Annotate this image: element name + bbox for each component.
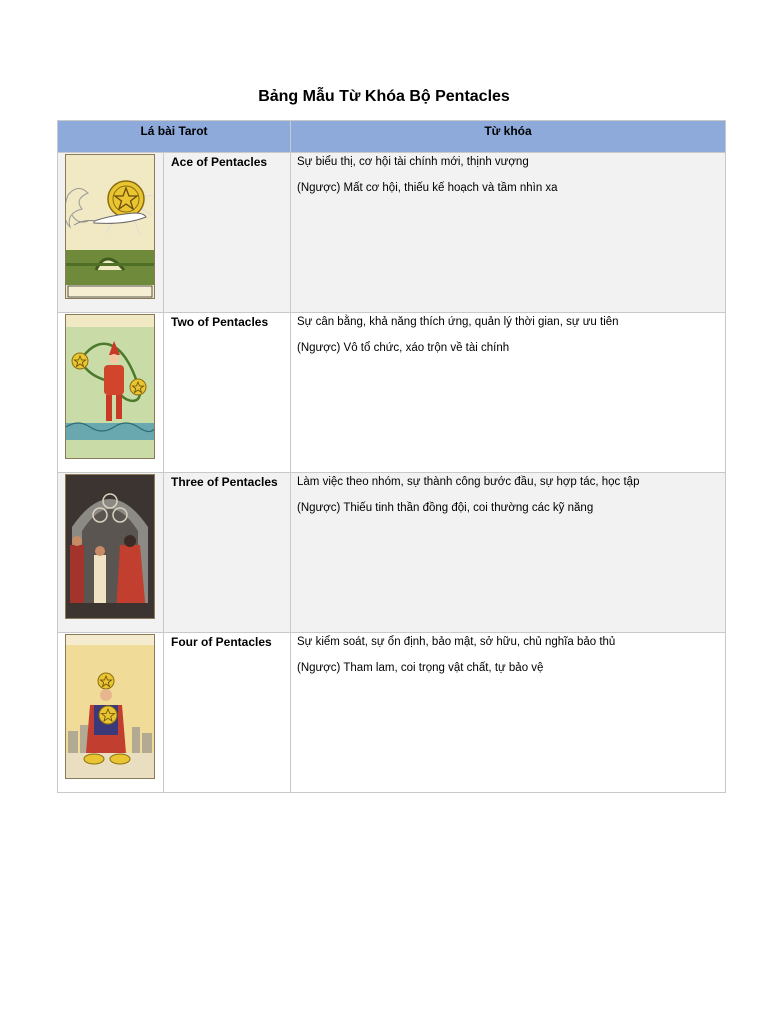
ace-of-pentacles-card-image	[65, 154, 155, 299]
card-name: Three of Pentacles	[164, 473, 291, 633]
pentacles-keyword-table	[57, 120, 726, 793]
table-header-row	[58, 121, 726, 153]
two-of-pentacles-card-image	[65, 314, 155, 459]
document-title: Bảng Mẫu Từ Khóa Bộ Pentacles	[258, 88, 510, 105]
card-name: Two of Pentacles	[164, 313, 291, 473]
four-of-pentacles-card-image	[65, 634, 155, 779]
table-row	[58, 473, 726, 633]
keywords-cell	[291, 473, 726, 633]
header-tarot-card: Lá bài Tarot	[58, 121, 291, 153]
reversed-keywords: (Ngược) Tham lam, coi trọng vật chất, tự bảo vệ	[297, 662, 544, 674]
keywords-cell	[291, 153, 726, 313]
table-row	[58, 633, 726, 793]
card-image-cell	[58, 153, 164, 313]
table-row	[58, 153, 726, 313]
header-keywords: Từ khóa	[291, 121, 726, 153]
card-name: Four of Pentacles	[164, 633, 291, 793]
upright-keywords: Sự kiểm soát, sự ổn định, bảo mật, sở hữu, chủ nghĩa bảo thủ	[297, 636, 616, 648]
keywords-cell	[291, 633, 726, 793]
upright-keywords: Sự cân bằng, khả năng thích ứng, quản lý thời gian, sự ưu tiên	[297, 316, 619, 328]
reversed-keywords: (Ngược) Thiếu tinh thần đồng đội, coi thường các kỹ năng	[297, 502, 594, 514]
table-row	[58, 313, 726, 473]
card-image-cell	[58, 473, 164, 633]
upright-keywords: Làm việc theo nhóm, sự thành công bước đầu, sự hợp tác, học tập	[297, 476, 640, 488]
card-name: Ace of Pentacles	[164, 153, 291, 313]
card-image-cell	[58, 633, 164, 793]
reversed-keywords: (Ngược) Mất cơ hội, thiếu kế hoạch và tầm nhìn xa	[297, 182, 558, 194]
card-image-cell	[58, 313, 164, 473]
upright-keywords: Sự biểu thị, cơ hội tài chính mới, thịnh vượng	[297, 156, 529, 168]
three-of-pentacles-card-image	[65, 474, 155, 619]
reversed-keywords: (Ngược) Vô tổ chức, xáo trộn về tài chính	[297, 342, 510, 354]
keywords-cell	[291, 313, 726, 473]
